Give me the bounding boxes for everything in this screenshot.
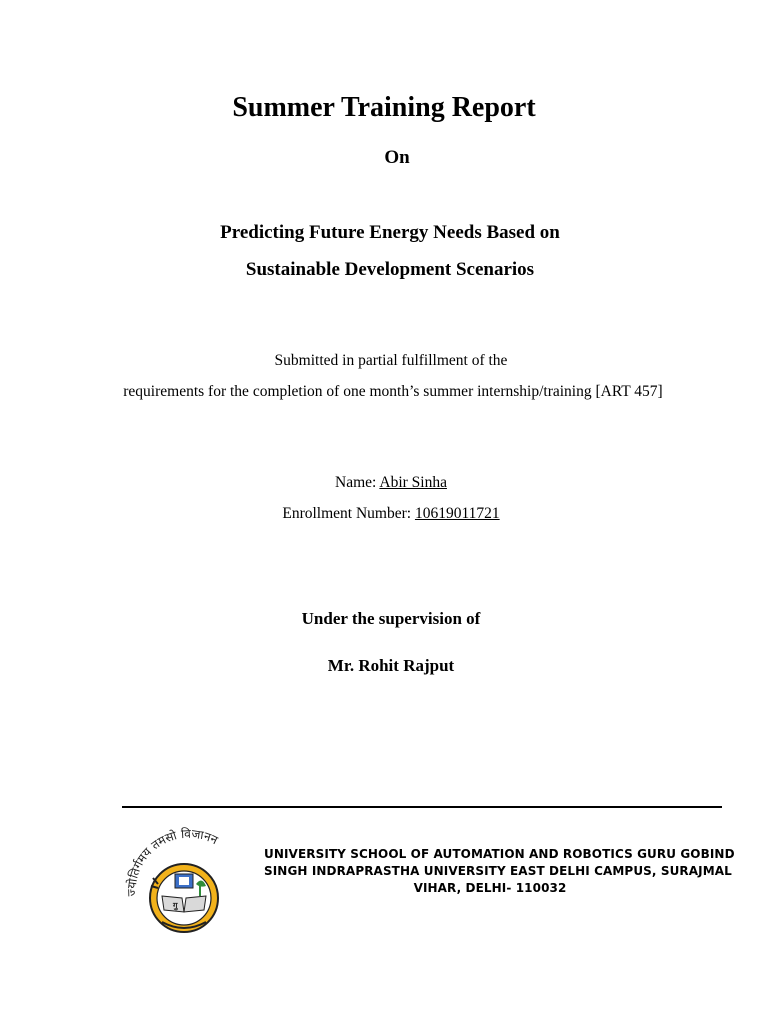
topic-line-2: Sustainable Development Scenarios bbox=[245, 259, 535, 280]
institution-line-2: SINGH INDRAPRASTHA UNIVERSITY EAST DELHI CAMPUS, SURAJMAL bbox=[264, 864, 732, 878]
enrollment-label: Enrollment Number: bbox=[282, 505, 415, 522]
topic-line-1: Predicting Future Energy Needs Based on bbox=[220, 222, 560, 243]
submission-line-2: requirements for the completion of one month’s summer internship/training [ART 457] bbox=[123, 383, 663, 400]
report-on: On bbox=[384, 147, 410, 168]
institution-line-1: UNIVERSITY SCHOOL OF AUTOMATION AND ROBOTICS GURU GOBIND bbox=[264, 847, 735, 861]
enrollment-number bbox=[7, 505, 768, 523]
student-name bbox=[7, 474, 768, 492]
supervisor-name: Mr. Rohit Rajput bbox=[327, 656, 455, 675]
supervision-label: Under the supervision of bbox=[301, 609, 481, 628]
institution-line-3: VIHAR, DELHI- 110032 bbox=[413, 881, 567, 895]
logo-badge-text: गु bbox=[173, 901, 178, 910]
name-label: Name: bbox=[335, 474, 380, 491]
university-logo-icon bbox=[122, 826, 248, 938]
institution-address bbox=[264, 846, 735, 897]
logo-motto-text: ज्योतिर्गमय तमसो विजानन bbox=[124, 826, 221, 897]
enrollment-value: 10619011721 bbox=[414, 505, 500, 522]
footer-divider bbox=[122, 806, 722, 808]
report-title: Summer Training Report bbox=[232, 92, 536, 123]
name-value: Abir Sinha bbox=[379, 474, 447, 491]
submission-line-1: Submitted in partial fulfillment of the bbox=[274, 352, 508, 369]
